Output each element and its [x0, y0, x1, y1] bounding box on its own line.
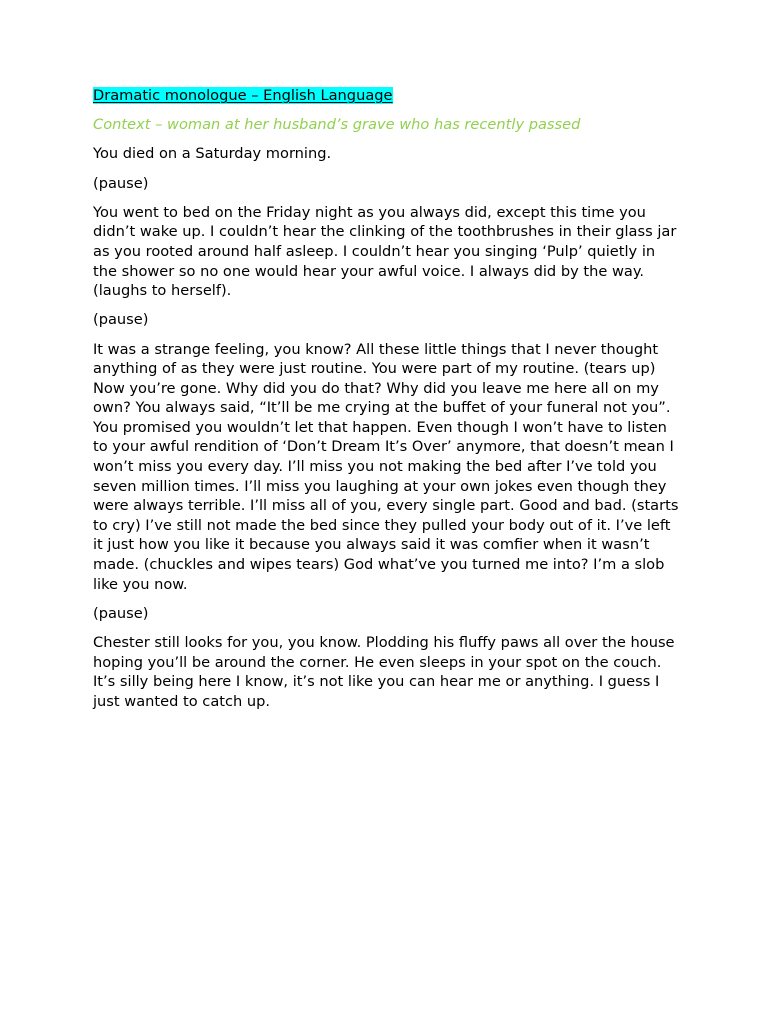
context-note: Context – woman at her husband’s grave who has recently passed	[93, 116, 581, 134]
document-title: Dramatic monologue – English Language	[93, 87, 393, 104]
document-body	[93, 86, 683, 721]
stage-direction-pause: (pause)	[93, 174, 149, 192]
stage-direction-pause: (pause)	[93, 604, 149, 622]
paragraph-chester: Chester still looks for you, you know. Plodding his fluffy paws all over the house hoping you’ll be around the corner. He even sleeps in your spot on the couch. It’s silly being here I know, it’s not like you can hear me or anything. I guess I just wanted to catch up.	[93, 634, 675, 710]
title-line	[93, 86, 683, 106]
stage-direction-pause: (pause)	[93, 311, 149, 329]
paragraph-friday-night: You went to bed on the Friday night as you always did, except this time you didn’t wake up. I couldn’t hear the clinking of the toothbrushes in their glass jar as you rooted around half asleep. I couldn’t hear you singing ‘Pulp’ quietly in the shower so no one would hear your awful voice. I always did by the way. (laughs to herself).	[93, 203, 677, 300]
paragraph-opening: You died on a Saturday morning.	[93, 145, 332, 163]
paragraph-routine: It was a strange feeling, you know? All these little things that I never thought anything of as they were just routine. You were part of my routine. (tears up) Now you’re gone. Why did you do that? Why did you leave me here all on my own? You always said, “It’ll be me crying at the buffet of your funeral not you”. You promised you wouldn’t let that happen. Even though I won’t have to listen to your awful rendition of ‘Don’t Dream It’s Over’ anymore, that doesn’t mean I won’t miss you every day. I’ll miss you not making the bed after I’ve told you seven million times. I’ll miss you laughing at your own jokes even though they were always terrible. I’ll miss all of you, every single part. Good and bad. (starts to cry) I’ve still not made the bed since they pulled your body out of it. I’ve left it just how you like it because you always said it was comfier when it wasn’t made. (chuckles and wipes tears) God what’ve you turned me into? I’m a slob like you now.	[93, 340, 679, 593]
